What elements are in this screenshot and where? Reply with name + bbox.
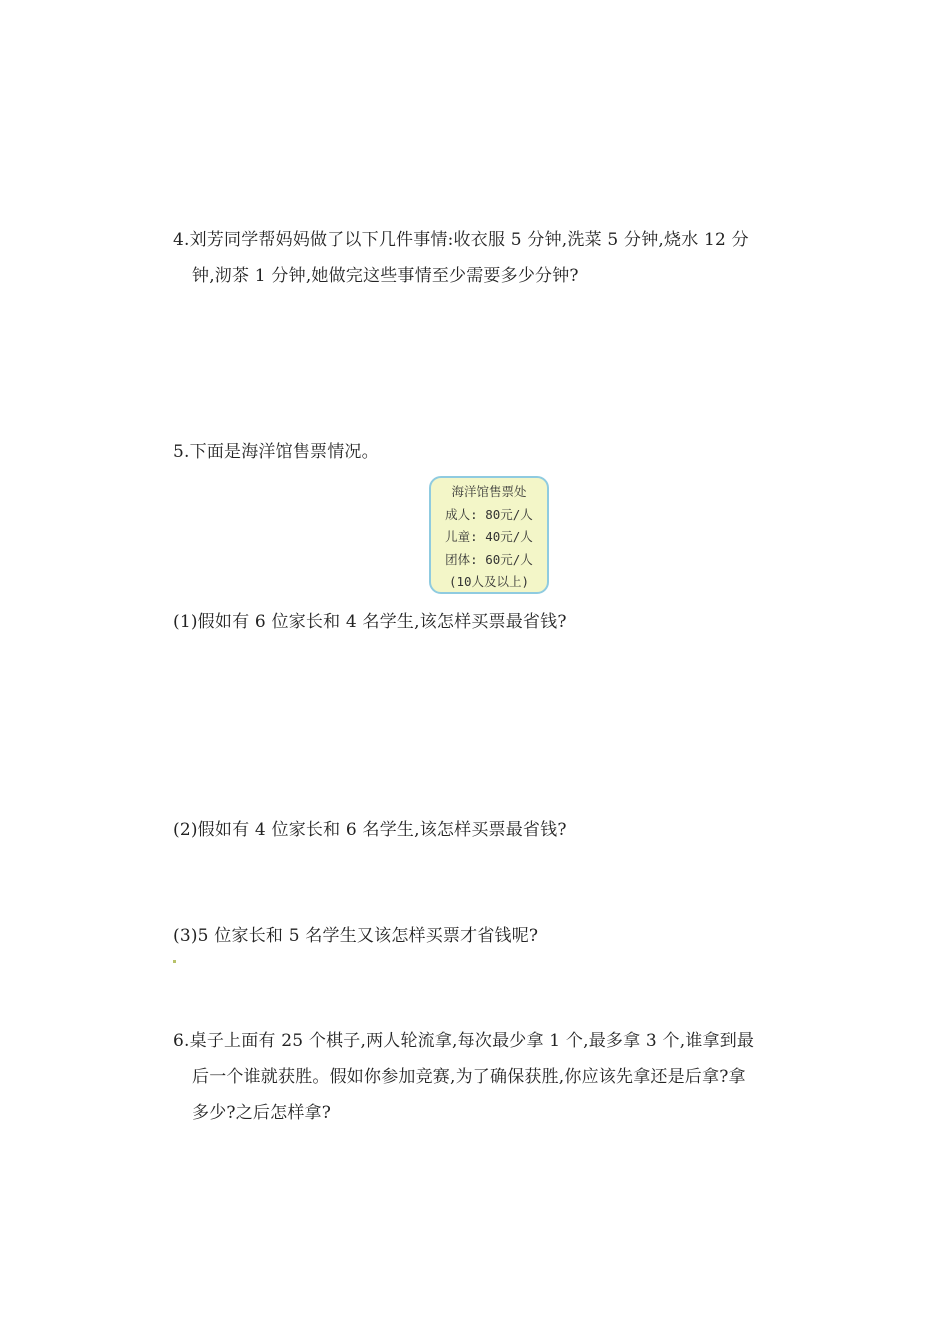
ticket-price-child: 儿童: 40元/人 <box>445 529 533 544</box>
question-4 <box>173 222 749 294</box>
question-4-line-2: 钟,沏茶 1 分钟,她做完这些事情至少需要多少分钟? <box>192 266 579 286</box>
question-4-line-1: 4.刘芳同学帮妈妈做了以下几件事情:收衣服 5 分钟,洗菜 5 分钟,烧水 12 分 <box>173 230 749 250</box>
question-5-intro <box>173 434 379 470</box>
question-5-part-2 <box>173 812 567 848</box>
ticket-price-group: 团体: 60元/人 <box>445 551 533 567</box>
stray-mark <box>173 960 176 963</box>
question-5-intro-text: 5.下面是海洋馆售票情况。 <box>173 442 379 462</box>
question-6-line-1: 6.桌子上面有 25 个棋子,两人轮流拿,每次最少拿 1 个,最多拿 3 个,谁拿到最 <box>173 1031 755 1051</box>
ticket-board-title: 海洋馆售票处 <box>451 484 527 499</box>
question-6-line-2: 后一个谁就获胜。假如你参加竞赛,为了确保获胜,你应该先拿还是后拿?拿 <box>192 1067 746 1087</box>
question-5-part-3-text: (3)5 位家长和 5 名学生又该怎样买票才省钱呢? <box>173 926 539 946</box>
ticket-price-board <box>429 476 549 594</box>
question-5-part-3 <box>173 918 538 954</box>
question-5-part-1 <box>173 604 567 640</box>
ticket-price-adult: 成人: 80元/人 <box>445 506 533 522</box>
question-5-part-1-text: (1)假如有 6 位家长和 4 名学生,该怎样买票最省钱? <box>173 612 567 632</box>
ticket-group-note: (10人及以上) <box>448 574 530 589</box>
question-6 <box>173 1023 754 1131</box>
question-6-line-3: 多少?之后怎样拿? <box>192 1103 332 1123</box>
question-5-part-2-text: (2)假如有 4 位家长和 6 名学生,该怎样买票最省钱? <box>173 820 567 840</box>
